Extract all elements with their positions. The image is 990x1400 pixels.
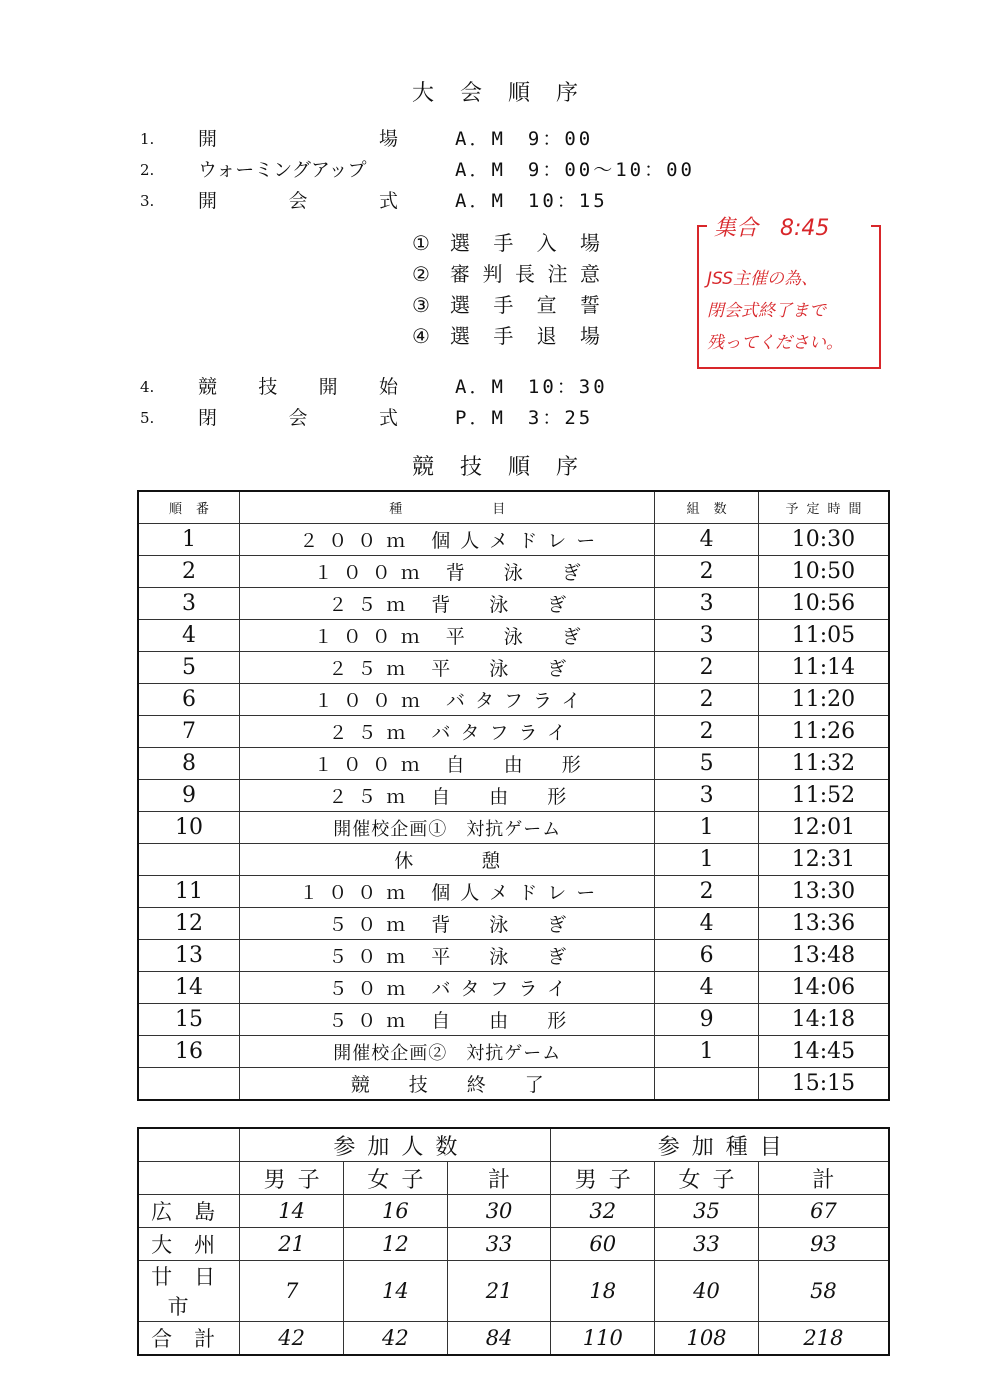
cell-event: ２５ｍ 背 泳 ぎ bbox=[240, 588, 655, 620]
cell-order bbox=[138, 844, 240, 876]
value-cell: 21 bbox=[240, 1228, 344, 1261]
schedule-number: 1. bbox=[140, 130, 155, 148]
cell-event: ２５ｍ 平 泳 ぎ bbox=[240, 652, 655, 684]
value-cell: 12 bbox=[343, 1228, 447, 1261]
cell-time: 12:01 bbox=[758, 812, 889, 844]
cell-time: 14:18 bbox=[758, 1004, 889, 1036]
cell-order: 3 bbox=[138, 588, 240, 620]
schedule-row bbox=[140, 155, 840, 186]
header-participants: 参加人数 bbox=[240, 1128, 551, 1162]
value-cell: 32 bbox=[551, 1195, 655, 1228]
note-line: 残ってください。 bbox=[707, 333, 843, 353]
row-label: 合計 bbox=[138, 1322, 240, 1356]
cell-groups: 2 bbox=[655, 876, 759, 908]
cell-event: 開催校企画① 対抗ゲーム bbox=[240, 812, 655, 844]
cell-event: ２００ｍ 個人メドレー bbox=[240, 524, 655, 556]
ceremony-text: 選手宣誓 bbox=[450, 293, 600, 317]
table-row bbox=[138, 812, 889, 844]
value-cell: 16 bbox=[343, 1195, 447, 1228]
cell-groups: 1 bbox=[655, 1036, 759, 1068]
value-cell: 67 bbox=[758, 1195, 889, 1228]
schedule-row bbox=[140, 403, 840, 434]
cell-groups: 4 bbox=[655, 972, 759, 1004]
table-row bbox=[138, 1036, 889, 1068]
ceremony-text: 選手退場 bbox=[450, 324, 600, 348]
cell-order: 11 bbox=[138, 876, 240, 908]
cell-groups: 5 bbox=[655, 748, 759, 780]
cell-time: 14:06 bbox=[758, 972, 889, 1004]
cell-event: １００ｍ 自 由 形 bbox=[240, 748, 655, 780]
table-row bbox=[138, 1322, 889, 1356]
title-competition-order: 競技順序 bbox=[411, 455, 604, 480]
cell-groups: 6 bbox=[655, 940, 759, 972]
cell-order: 1 bbox=[138, 524, 240, 556]
header-female: 女子 bbox=[343, 1162, 447, 1195]
note-assembly-time: 集合 8:45 bbox=[711, 211, 832, 242]
cell-event: ５０ｍ バタフライ bbox=[240, 972, 655, 1004]
value-cell: 14 bbox=[240, 1195, 344, 1228]
cell-groups: 9 bbox=[655, 1004, 759, 1036]
cell-event: 休 憩 bbox=[240, 844, 655, 876]
table-row bbox=[138, 1068, 889, 1101]
corner-cell bbox=[138, 1128, 240, 1162]
participation-table bbox=[137, 1127, 890, 1356]
ceremony-mark: ③ bbox=[412, 293, 430, 317]
handwritten-note bbox=[697, 216, 881, 369]
schedule-item: 開 場 bbox=[198, 128, 398, 150]
program-header-row bbox=[138, 491, 889, 524]
schedule-number: 4. bbox=[140, 378, 155, 396]
cell-groups: 4 bbox=[655, 908, 759, 940]
cell-time: 15:15 bbox=[758, 1068, 889, 1101]
header-total: 計 bbox=[447, 1162, 551, 1195]
table-row bbox=[138, 620, 889, 652]
table-row bbox=[138, 876, 889, 908]
table-row bbox=[138, 524, 889, 556]
value-cell: 58 bbox=[758, 1261, 889, 1322]
cell-groups: 2 bbox=[655, 684, 759, 716]
cell-order: 4 bbox=[138, 620, 240, 652]
value-cell: 21 bbox=[447, 1261, 551, 1322]
corner-cell bbox=[138, 1162, 240, 1195]
row-label: 広島 bbox=[138, 1195, 240, 1228]
participation-group-header-row bbox=[138, 1128, 889, 1162]
cell-event: ５０ｍ 平 泳 ぎ bbox=[240, 940, 655, 972]
cell-time: 13:30 bbox=[758, 876, 889, 908]
ceremony-item bbox=[412, 228, 612, 259]
cell-groups: 1 bbox=[655, 844, 759, 876]
cell-groups: 2 bbox=[655, 716, 759, 748]
cell-event: ５０ｍ 背 泳 ぎ bbox=[240, 908, 655, 940]
cell-order: 10 bbox=[138, 812, 240, 844]
schedule-time: A．M 9：00～10：00 bbox=[455, 159, 695, 181]
schedule-time: A．M 10：15 bbox=[455, 190, 608, 212]
cell-time: 11:14 bbox=[758, 652, 889, 684]
cell-groups: 4 bbox=[655, 524, 759, 556]
schedule-number: 3. bbox=[140, 192, 155, 210]
cell-order: 6 bbox=[138, 684, 240, 716]
table-row bbox=[138, 556, 889, 588]
value-cell: 40 bbox=[655, 1261, 759, 1322]
cell-time: 12:31 bbox=[758, 844, 889, 876]
cell-time: 11:32 bbox=[758, 748, 889, 780]
value-cell: 42 bbox=[240, 1322, 344, 1356]
cell-order: 8 bbox=[138, 748, 240, 780]
cell-groups bbox=[655, 1068, 759, 1101]
schedule-time: P．M 3：25 bbox=[455, 407, 594, 429]
schedule-item: 競 技 開 始 bbox=[198, 376, 398, 398]
ceremony-list bbox=[412, 228, 612, 352]
cell-event: １００ｍ 背 泳 ぎ bbox=[240, 556, 655, 588]
note-line: 閉会式終了まで bbox=[707, 301, 826, 321]
table-row bbox=[138, 652, 889, 684]
ceremony-text: 審判長注意 bbox=[450, 262, 600, 286]
value-cell: 30 bbox=[447, 1195, 551, 1228]
cell-time: 10:30 bbox=[758, 524, 889, 556]
table-row bbox=[138, 1228, 889, 1261]
cell-groups: 3 bbox=[655, 780, 759, 812]
participation-sub-header-row bbox=[138, 1162, 889, 1195]
table-row bbox=[138, 972, 889, 1004]
table-row bbox=[138, 588, 889, 620]
cell-groups: 3 bbox=[655, 588, 759, 620]
table-row bbox=[138, 940, 889, 972]
ceremony-item bbox=[412, 321, 612, 352]
schedule-row bbox=[140, 372, 840, 403]
value-cell: 33 bbox=[447, 1228, 551, 1261]
header-male: 男子 bbox=[240, 1162, 344, 1195]
header-female: 女子 bbox=[655, 1162, 759, 1195]
cell-order: 2 bbox=[138, 556, 240, 588]
cell-event: 競 技 終 了 bbox=[240, 1068, 655, 1101]
cell-time: 11:05 bbox=[758, 620, 889, 652]
ceremony-mark: ① bbox=[412, 231, 430, 255]
cell-order: 14 bbox=[138, 972, 240, 1004]
value-cell: 218 bbox=[758, 1322, 889, 1356]
table-row bbox=[138, 844, 889, 876]
cell-order: 7 bbox=[138, 716, 240, 748]
table-row bbox=[138, 716, 889, 748]
value-cell: 84 bbox=[447, 1322, 551, 1356]
table-row bbox=[138, 1004, 889, 1036]
value-cell: 35 bbox=[655, 1195, 759, 1228]
value-cell: 60 bbox=[551, 1228, 655, 1261]
cell-event: 開催校企画② 対抗ゲーム bbox=[240, 1036, 655, 1068]
cell-groups: 1 bbox=[655, 812, 759, 844]
cell-time: 11:26 bbox=[758, 716, 889, 748]
table-row bbox=[138, 780, 889, 812]
cell-order: 13 bbox=[138, 940, 240, 972]
cell-time: 11:20 bbox=[758, 684, 889, 716]
cell-time: 11:52 bbox=[758, 780, 889, 812]
schedule-item: 閉 会 式 bbox=[198, 407, 398, 429]
value-cell: 110 bbox=[551, 1322, 655, 1356]
header-groups: 組数 bbox=[655, 491, 759, 524]
cell-event: １００ｍ 平 泳 ぎ bbox=[240, 620, 655, 652]
table-row bbox=[138, 748, 889, 780]
cell-groups: 2 bbox=[655, 556, 759, 588]
value-cell: 42 bbox=[343, 1322, 447, 1356]
schedule-number: 5. bbox=[140, 409, 155, 427]
ceremony-text: 選手入場 bbox=[450, 231, 600, 255]
cell-groups: 2 bbox=[655, 652, 759, 684]
cell-event: １００ｍ 個人メドレー bbox=[240, 876, 655, 908]
row-label: 廿日市 bbox=[138, 1261, 240, 1322]
table-row bbox=[138, 684, 889, 716]
schedule-time: A．M 10：30 bbox=[455, 376, 608, 398]
cell-order: 12 bbox=[138, 908, 240, 940]
table-row bbox=[138, 908, 889, 940]
cell-order: 15 bbox=[138, 1004, 240, 1036]
value-cell: 18 bbox=[551, 1261, 655, 1322]
cell-order bbox=[138, 1068, 240, 1101]
row-label: 大州 bbox=[138, 1228, 240, 1261]
header-male: 男子 bbox=[551, 1162, 655, 1195]
cell-time: 10:56 bbox=[758, 588, 889, 620]
value-cell: 93 bbox=[758, 1228, 889, 1261]
table-row bbox=[138, 1195, 889, 1228]
cell-event: ２５ｍ 自 由 形 bbox=[240, 780, 655, 812]
schedule-item: ウォーミングアップ bbox=[198, 159, 367, 181]
header-total: 計 bbox=[758, 1162, 889, 1195]
schedule-number: 2. bbox=[140, 161, 155, 179]
header-entries: 参加種目 bbox=[551, 1128, 889, 1162]
cell-time: 10:50 bbox=[758, 556, 889, 588]
header-time: 予定時間 bbox=[758, 491, 889, 524]
value-cell: 14 bbox=[343, 1261, 447, 1322]
ceremony-item bbox=[412, 259, 612, 290]
cell-order: 16 bbox=[138, 1036, 240, 1068]
cell-event: ２５ｍ バタフライ bbox=[240, 716, 655, 748]
cell-event: ５０ｍ 自 由 形 bbox=[240, 1004, 655, 1036]
cell-order: 5 bbox=[138, 652, 240, 684]
cell-time: 13:48 bbox=[758, 940, 889, 972]
program-table bbox=[137, 490, 890, 1101]
value-cell: 33 bbox=[655, 1228, 759, 1261]
header-event: 種目 bbox=[240, 491, 655, 524]
cell-time: 14:45 bbox=[758, 1036, 889, 1068]
cell-event: １００ｍ バタフライ bbox=[240, 684, 655, 716]
header-order: 順番 bbox=[138, 491, 240, 524]
note-body bbox=[707, 263, 843, 359]
ceremony-mark: ② bbox=[412, 262, 430, 286]
schedule-item: 開 会 式 bbox=[198, 190, 398, 212]
value-cell: 108 bbox=[655, 1322, 759, 1356]
schedule-time: A．M 9：00 bbox=[455, 128, 594, 150]
note-line: JSS主催の為、 bbox=[707, 269, 818, 289]
schedule-row bbox=[140, 124, 840, 155]
title-tournament-order: 大会順序 bbox=[411, 81, 604, 106]
ceremony-mark: ④ bbox=[412, 324, 430, 348]
value-cell: 7 bbox=[240, 1261, 344, 1322]
table-row bbox=[138, 1261, 889, 1322]
cell-time: 13:36 bbox=[758, 908, 889, 940]
cell-order: 9 bbox=[138, 780, 240, 812]
ceremony-item bbox=[412, 290, 612, 321]
cell-groups: 3 bbox=[655, 620, 759, 652]
